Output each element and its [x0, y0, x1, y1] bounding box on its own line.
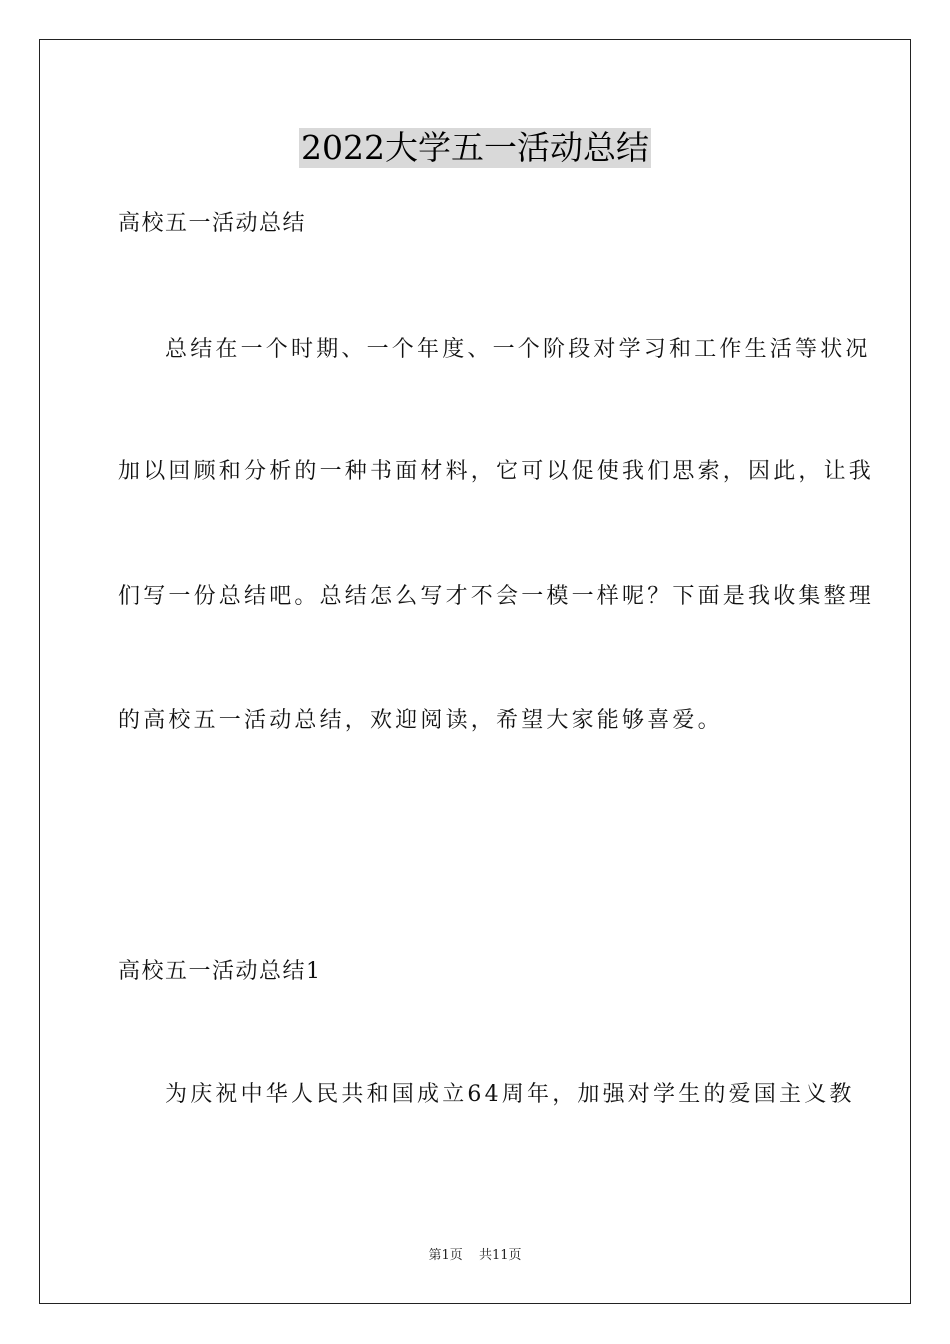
- page-total: 共11页: [478, 1248, 522, 1263]
- intro-line-4: 的高校五一活动总结，欢迎阅读，希望大家能够喜爱。: [118, 708, 723, 733]
- intro-line-3: 们写一份总结吧。总结怎么写才不会一模一样呢？下面是我收集整理: [118, 584, 875, 609]
- page-footer: [0, 1247, 950, 1265]
- section-line-1: 为庆祝中华人民共和国成立64周年，加强对学生的爱国主义教: [165, 1082, 855, 1107]
- page-number: 第1页: [428, 1248, 463, 1263]
- intro-line-1: 总结在一个时期、一个年度、一个阶段对学习和工作生活等状况: [165, 337, 871, 362]
- title-container: [0, 128, 950, 168]
- section-heading: 高校五一活动总结1: [118, 959, 322, 984]
- document-subtitle: 高校五一活动总结: [118, 211, 307, 236]
- document-title: 2022大学五一活动总结: [301, 128, 649, 167]
- intro-line-2: 加以回顾和分析的一种书面材料，它可以促使我们思索，因此，让我: [118, 459, 875, 484]
